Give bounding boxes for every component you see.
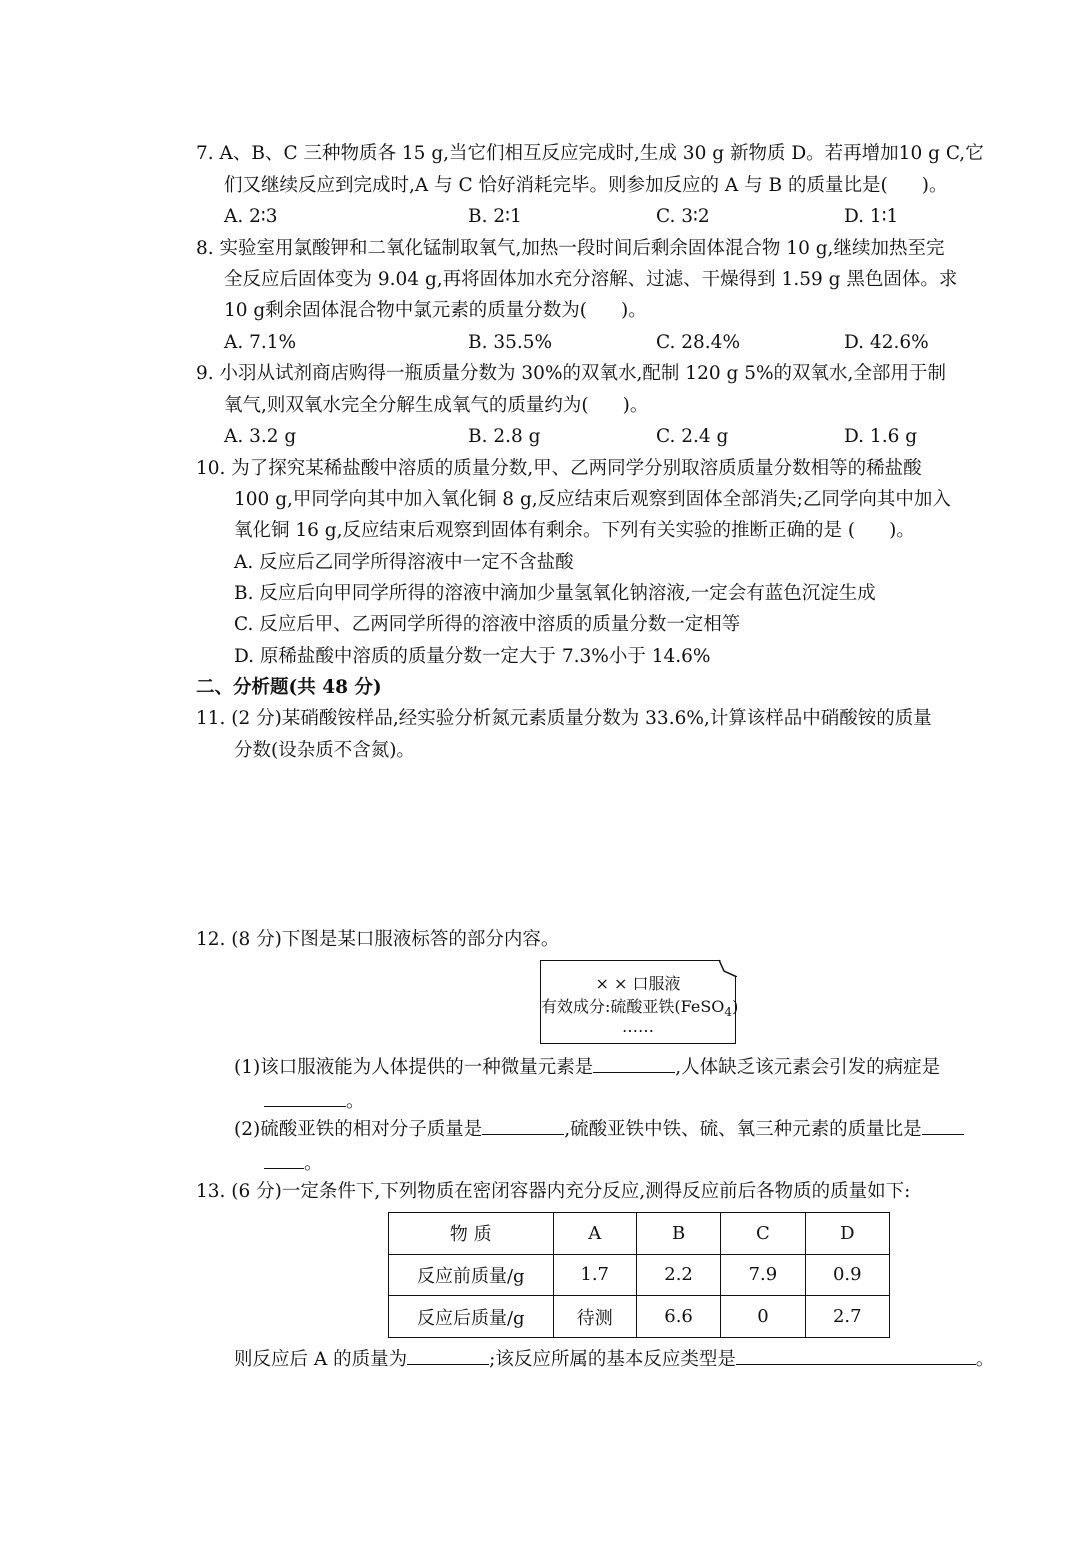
q12-part2-cont <box>264 1150 323 1176</box>
label-ingredient-text: 有效成分:硫酸亚铁(FeSO <box>541 997 725 1016</box>
q9-line1: 9. 小羽从试剂商店购得一瓶质量分数为 30%的双氧水,配制 120 g 5%的双氧水,全部用于制 <box>196 363 946 384</box>
q10-line3-end: )。 <box>889 520 915 541</box>
q9-line2-end: )。 <box>622 395 649 416</box>
q8-option-b: B. 35.5% <box>468 332 553 353</box>
table-header-cell: C <box>721 1213 805 1255</box>
q12-part1-text2: ,人体缺乏该元素会引发的病症是 <box>675 1057 941 1078</box>
q13-answer <box>234 1346 994 1372</box>
q9-option-c: C. 2.4 g <box>656 426 729 447</box>
q10-line2: 100 g,甲同学向其中加入氧化铜 8 g,反应结束后观察到固体全部消失;乙同学向其中加入 <box>234 489 951 510</box>
q8-line1: 8. 实验室用氯酸钾和二氧化锰制取氧气,加热一段时间后剩余固体混合物 10 g,继续加热至完 <box>196 238 945 259</box>
q7-line2 <box>224 174 947 198</box>
q13-answer-text: 则反应后 A 的质量为 <box>234 1349 408 1370</box>
q8-line3-end: )。 <box>620 300 647 321</box>
q9-line2 <box>224 394 648 418</box>
q8-option-a: A. 7.1% <box>224 332 297 353</box>
q12-part1-end: 。 <box>346 1091 365 1112</box>
q7-option-a: A. 2∶3 <box>224 206 278 227</box>
q11-line2: 分数(设杂质不含氮)。 <box>234 740 415 761</box>
fill-blank[interactable] <box>407 1346 489 1365</box>
table-cell: 0.9 <box>805 1254 889 1296</box>
label-ingredient <box>541 994 739 1019</box>
q8-line3-text: 10 g剩余固体混合物中氯元素的质量分数为( <box>224 300 587 321</box>
fill-blank[interactable] <box>593 1054 675 1073</box>
table-cell: 反应前质量/g <box>389 1254 554 1296</box>
q9-option-a: A. 3.2 g <box>224 426 297 447</box>
table-cell: 待测 <box>553 1296 636 1338</box>
q12-part2-text2: ,硫酸亚铁中铁、硫、氧三种元素的质量比是 <box>564 1119 922 1140</box>
q13-answer-text2: ;该反应所属的基本反应类型是 <box>489 1349 736 1370</box>
fill-blank[interactable] <box>922 1116 964 1135</box>
q8-line2: 全反应后固体变为 9.04 g,再将固体加水充分溶解、过滤、干燥得到 1.59 g 黑色固体。求 <box>224 269 958 290</box>
q12-part2-text: (2)硫酸亚铁的相对分子质量是 <box>234 1119 483 1140</box>
q12-part1 <box>234 1054 940 1080</box>
table-cell: 2.7 <box>805 1296 889 1338</box>
fill-blank[interactable] <box>264 1088 346 1107</box>
q7-option-b: B. 2∶1 <box>468 206 522 227</box>
q12-line1: 12. (8 分)下图是某口服液标答的部分内容。 <box>196 929 560 950</box>
q12-part1-text: (1)该口服液能为人体提供的一种微量元素是 <box>234 1057 594 1078</box>
q7-line2-text: 们又继续反应到完成时,A 与 C 恰好消耗完毕。则参加反应的 A 与 B 的质量比是( <box>224 175 888 196</box>
table-row <box>389 1296 890 1338</box>
q12-part2 <box>234 1116 964 1142</box>
fill-blank[interactable] <box>482 1116 564 1135</box>
label-title: × × 口服液 <box>595 974 681 993</box>
q9-option-d: D. 1.6 g <box>844 426 918 447</box>
q10-line1: 10. 为了探究某稀盐酸中溶质的质量分数,甲、乙两同学分别取溶质质量分数相等的稀盐酸 <box>196 458 922 479</box>
q9-line2-text: 氧气,则双氧水完全分解生成氧气的质量约为( <box>224 395 589 416</box>
q10-option-d: D. 原稀盐酸中溶质的质量分数一定大于 7.3%小于 14.6% <box>234 646 711 667</box>
table-header-cell: A <box>553 1213 636 1255</box>
section-heading: 二、分析题(共 48 分) <box>196 677 382 698</box>
q7-option-d: D. 1∶1 <box>844 206 899 227</box>
q10-line3 <box>234 519 915 543</box>
q10-option-c: C. 反应后甲、乙两同学所得的溶液中溶质的质量分数一定相等 <box>234 614 741 635</box>
label-subscript: 4 <box>724 1005 733 1019</box>
table-cell: 6.6 <box>636 1296 720 1338</box>
q11-line1: 11. (2 分)某硝酸铵样品,经实验分析氮元素质量分数为 33.6%,计算该样品中硝酸铵的质量 <box>196 708 932 729</box>
table-cell: 1.7 <box>553 1254 636 1296</box>
q13-answer-end: 。 <box>975 1349 995 1370</box>
q12-part2-end: 。 <box>304 1153 323 1174</box>
label-dots: …… <box>622 1017 654 1036</box>
table-header-cell: 物 质 <box>389 1213 554 1255</box>
q7-option-c: C. 3∶2 <box>656 206 710 227</box>
q13-line1: 13. (6 分)一定条件下,下列物质在密闭容器内充分反应,测得反应前后各物质的质量如下: <box>196 1181 911 1202</box>
mass-table <box>388 1212 890 1338</box>
table-cell: 7.9 <box>721 1254 805 1296</box>
q10-line3-text: 氧化铜 16 g,反应结束后观察到固体有剩余。下列有关实验的推断正确的是 ( <box>234 520 856 541</box>
table-cell: 2.2 <box>636 1254 720 1296</box>
q10-option-b: B. 反应后向甲同学所得的溶液中滴加少量氢氧化钠溶液,一定会有蓝色沉淀生成 <box>234 583 876 604</box>
q9-option-b: B. 2.8 g <box>468 426 541 447</box>
table-cell: 反应后质量/g <box>389 1296 554 1338</box>
table-header-row <box>389 1213 890 1255</box>
table-header-cell: B <box>636 1213 720 1255</box>
oral-liquid-label <box>540 960 739 1044</box>
table-row <box>389 1254 890 1296</box>
q10-option-a: A. 反应后乙同学所得溶液中一定不含盐酸 <box>234 552 574 573</box>
table-header-cell: D <box>805 1213 889 1255</box>
fill-blank[interactable] <box>264 1150 304 1169</box>
fill-blank[interactable] <box>736 1346 976 1365</box>
label-close-paren: ) <box>732 997 739 1016</box>
table-cell: 0 <box>721 1296 805 1338</box>
q8-line3 <box>224 299 647 323</box>
q8-option-d: D. 42.6% <box>844 332 929 353</box>
q7-line1: 7. A、B、C 三种物质各 15 g,当它们相互反应完成时,生成 30 g 新物质 D。若再增加10 g C,它 <box>196 143 984 164</box>
q7-line2-end: )。 <box>921 175 948 196</box>
q12-part1-cont <box>264 1088 365 1114</box>
q8-option-c: C. 28.4% <box>656 332 741 353</box>
